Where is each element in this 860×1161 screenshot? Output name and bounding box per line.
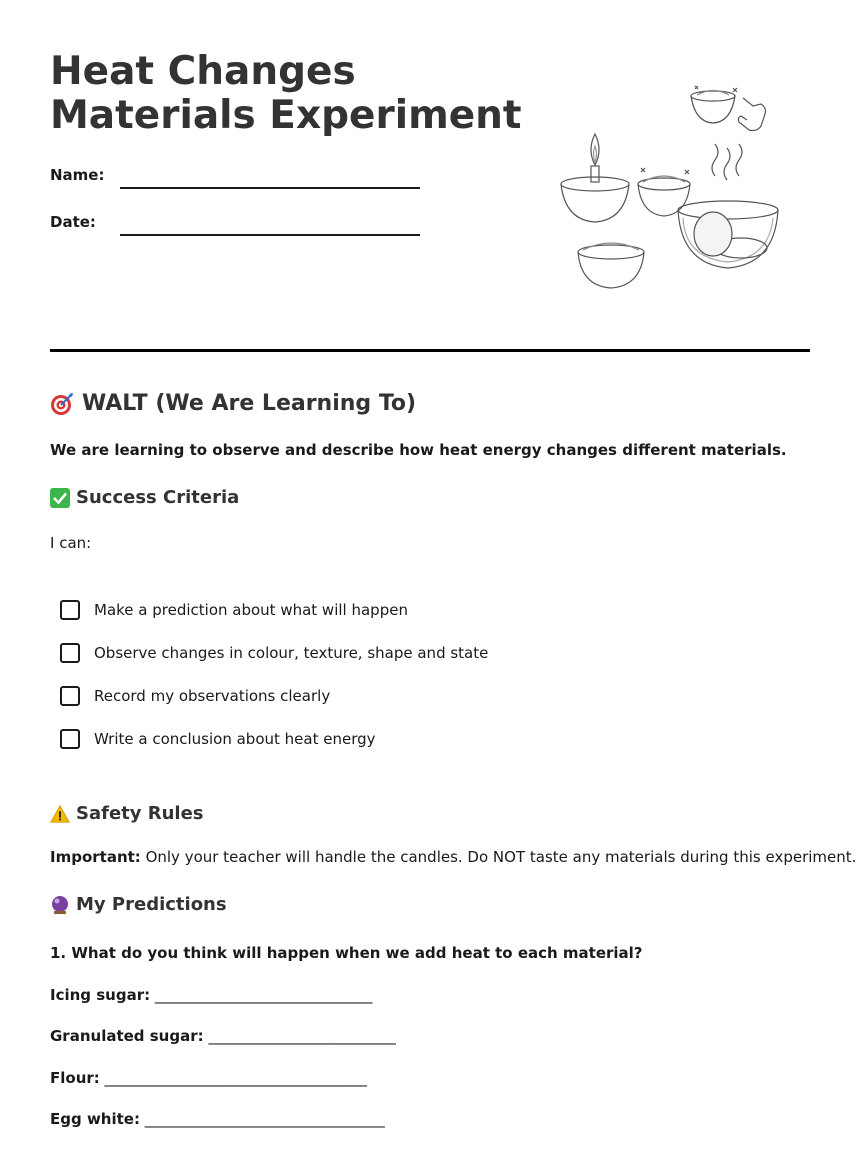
prediction-row[interactable] — [50, 1110, 385, 1128]
target-icon — [50, 392, 74, 416]
section-divider — [50, 349, 810, 352]
criteria-text: Write a conclusion about heat energy — [94, 730, 376, 748]
walt-statement: We are learning to observe and describe how heat energy changes different materials. — [50, 441, 787, 459]
safety-text — [50, 848, 856, 866]
warning-icon — [50, 804, 70, 824]
safety-rule-text: Only your teacher will handle the candles. Do NOT taste any materials during this experiment. — [140, 848, 857, 866]
criteria-item — [60, 729, 376, 749]
prediction-row[interactable] — [50, 1069, 367, 1087]
success-criteria-heading — [50, 487, 239, 508]
experiment-illustration — [555, 58, 785, 290]
check-mark-icon — [50, 488, 70, 508]
important-label: Important: — [50, 848, 141, 866]
prediction-blank[interactable]: _________________________ — [203, 1027, 396, 1045]
success-intro: I can: — [50, 534, 92, 552]
criteria-item — [60, 600, 408, 620]
safety-heading-text: Safety Rules — [76, 803, 204, 824]
prediction-blank[interactable]: _____________________________ — [150, 986, 373, 1004]
name-field[interactable] — [120, 187, 420, 189]
predictions-heading — [50, 894, 227, 915]
criteria-checkbox[interactable] — [60, 643, 80, 663]
safety-heading — [50, 803, 204, 824]
criteria-text: Make a prediction about what will happen — [94, 601, 408, 619]
prediction-label: Flour: — [50, 1069, 100, 1087]
criteria-item — [60, 643, 488, 663]
prediction-label: Icing sugar: — [50, 986, 151, 1004]
date-label: Date: — [50, 213, 96, 231]
criteria-item — [60, 686, 330, 706]
prediction-blank[interactable]: ___________________________________ — [99, 1069, 368, 1087]
criteria-checkbox[interactable] — [60, 729, 80, 749]
success-criteria-heading-text: Success Criteria — [76, 487, 240, 508]
date-field[interactable] — [120, 234, 420, 236]
prediction-label: Egg white: — [50, 1110, 140, 1128]
walt-heading — [50, 391, 416, 416]
prediction-row[interactable] — [50, 1027, 396, 1045]
criteria-checkbox[interactable] — [60, 686, 80, 706]
prediction-blank[interactable]: ________________________________ — [139, 1110, 385, 1128]
walt-heading-text: WALT (We Are Learning To) — [82, 391, 417, 416]
crystal-ball-icon — [50, 895, 70, 915]
name-label: Name: — [50, 166, 105, 184]
prediction-label: Granulated sugar: — [50, 1027, 204, 1045]
prediction-question: 1. What do you think will happen when we add heat to each material? — [50, 944, 643, 962]
criteria-text: Observe changes in colour, texture, shape and state — [94, 644, 489, 662]
prediction-row[interactable] — [50, 986, 372, 1004]
page-title: Heat Changes Materials Experiment — [50, 49, 522, 138]
criteria-checkbox[interactable] — [60, 600, 80, 620]
criteria-text: Record my observations clearly — [94, 687, 331, 705]
predictions-heading-text: My Predictions — [76, 894, 227, 915]
